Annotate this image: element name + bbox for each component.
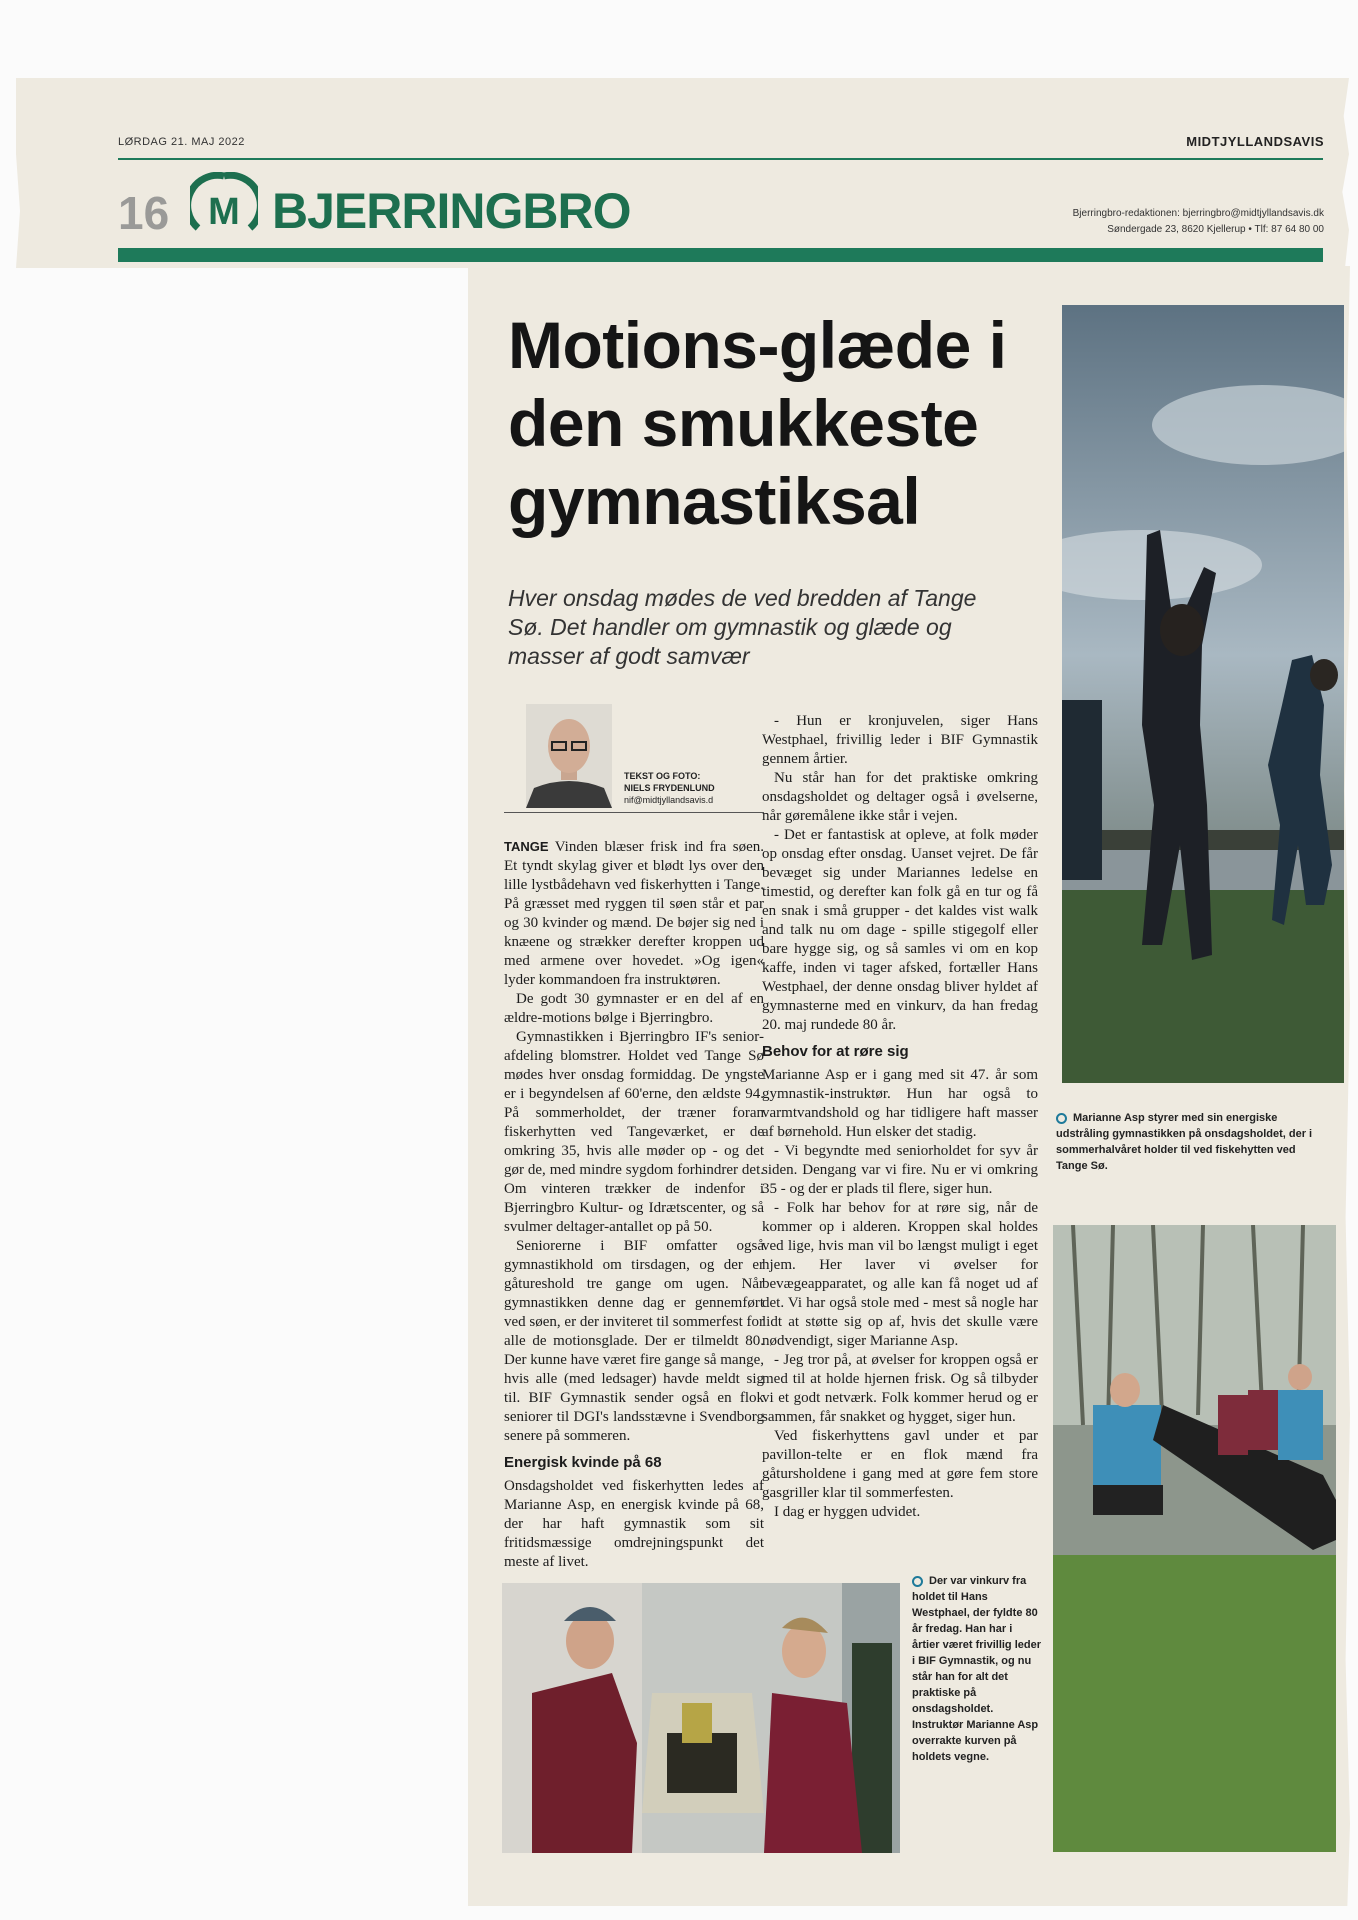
paragraph: Gymnastikken i Bjerringbro IF's senior-afdeling blomstrer. Holdet ved Tange Sø mødes hver onsdag formiddag. De yngste er i begyndelsen af 60'erne, den ældste 94. På sommerholdet, der træner foran fiskerhytten ved Tangeværket, er de omkring 35, hvis alle møder op - og det gør de, med mindre sygdom forhindrer det. Om vinteren trækker de indenfor i Bjerringbro Kultur- og Idrætscenter, og så svulmer deltager-antallet op på 50. — [504, 1029, 764, 1235]
photo-caption-1 — [1056, 1110, 1326, 1174]
paragraph: - Folk har behov for at røre sig, når de kommer op i alderen. Kroppen skal holdes ved lige, hvis man vil bo længst muligt i eget hjem. Her laver vi øvelser for bevægeapparatet, og alle kan få noget ud af det. Vi har også stole med - mest så nogle har lidt at støtte sig op af, hvis det skulle være nødvendigt, siger Marianne Asp. — [762, 1200, 1038, 1349]
page-number: 16 — [118, 187, 170, 239]
gymnastics-lake-photo — [1062, 305, 1344, 1083]
paragraph: Onsdagsholdet ved fiskerhytten ledes af Marianne Asp, en energisk kvinde på 68, der har haft gymnastik som sit fritidsmæssige omdrejningspunkt det meste af livet. — [504, 1478, 764, 1570]
subheading: Behov for at røre sig — [762, 1043, 909, 1060]
byline-name: NIELS FRYDENLUND — [624, 783, 715, 793]
newspaper-name: MIDTJYLLANDSAVIS — [1186, 134, 1324, 149]
newspaper-logo-icon — [190, 172, 258, 234]
caption-bullet-icon — [912, 1576, 923, 1587]
paragraph: - Vi begyndte med seniorholdet for syv år siden. Dengang var vi fire. Nu er vi omkring 35 - og der er plads til flere, siger hun. — [762, 1143, 1038, 1197]
contact-line-address: Søndergade 23, 8620 Kjellerup • Tlf: 87 64 80 00 — [1107, 224, 1324, 235]
wine-basket-photo — [502, 1583, 900, 1853]
byline-label: TEKST OG FOTO: — [624, 771, 701, 781]
paragraph: - Jeg tror på, at øvelser for kroppen også er med til at holde hjernen frisk. Og så tilbyder vi et godt netværk. Folk kommer herud og er sammen, får snakket og hygget, siger hun. — [762, 1352, 1038, 1425]
paragraph: - Det er fantastisk at opleve, at folk møder op onsdag efter onsdag. Uanset vejret. De får bevæget sig under Mariannes ledelse en timestid, og derefter kan folk gå en tur og få en snak i små grupper - det kaldes vist walk and talk nu om dage - spille stigegolf eller bare hygge sig, og så samles vi om en kop kaffe, inden vi tager afsked, fortæller Hans Westphael, der denne onsdag bliver hyldet af gymnasterne med en vinkurv, da han fredag 20. maj rundede 80 år. — [762, 827, 1038, 1033]
paragraph: Ved fiskerhyttens gavl under et par pavillon-telte er en flok mænd fra gåtursholdene i gang med at gøre fem store gasgriller klar til sommerfesten. — [762, 1428, 1038, 1501]
byline-rule — [504, 812, 764, 813]
paragraph: I dag er hyggen udvidet. — [774, 1504, 921, 1520]
paragraph — [504, 838, 764, 990]
article-headline: Motions-glæde i den smukkeste gymnastiksal — [508, 308, 1007, 538]
subheading: Energisk kvinde på 68 — [504, 1454, 662, 1471]
byline — [624, 770, 715, 806]
author-portrait — [526, 704, 612, 808]
caption-text: Der var vinkurv fra holdet til Hans Westphael, der fyldte 80 år fredag. Han har i årtier været frivillig leder i BIF Gymnastik, og nu står han for alt det praktiske på onsdagsholdet. Instruktør Marianne Asp overrakte kurven på holdets vegne. — [912, 1575, 1041, 1763]
caption-text: Marianne Asp styrer med sin energiske udstråling gymnastikken på onsdagsholdet, der i sommerhalvåret holder til ved fiskehytten ved Tange Sø. — [1056, 1112, 1313, 1172]
photo-caption-3 — [912, 1573, 1042, 1765]
section-title: BJERRINGBRO — [272, 183, 631, 239]
caption-bullet-icon — [1056, 1113, 1067, 1124]
paragraph: Marianne Asp er i gang med sit 47. år som gymnastik-instruktør. Hun har også to varmtvandshold og har tidligere haft masser af børnehold. Hun elsker det stadig. — [762, 1067, 1038, 1140]
dateline: TANGE — [504, 839, 549, 854]
logo-letter: M — [208, 191, 240, 233]
article-column-2 — [762, 712, 1038, 1522]
contact-line-email: Bjerringbro-redaktionen: bjerringbro@midtjyllandsavis.dk — [1072, 208, 1324, 219]
article-subhead: Hver onsdag mødes de ved bredden af Tange Sø. Det handler om gymnastik og glæde og masser af godt samvær — [508, 585, 977, 669]
issue-date: LØRDAG 21. MAJ 2022 — [118, 136, 245, 148]
paragraph: Nu står han for det praktiske omkring onsdagsholdet og deltager også i øvelserne, når gøremålene ikke står i vejen. — [762, 770, 1038, 824]
byline-email: nif@midtjyllandsavis.d — [624, 795, 714, 805]
paragraph-text: Vinden blæser frisk ind fra søen. Et tyndt skylag giver et blødt lys over den lille lystbådehavn ved fiskerhytten i Tange. På græsset med ryggen til søen står et par og 30 kvinder og mænd. De bøjer sig ned i knæene og strækker derefter kroppen ud med armene over hovedet. »Og igen« lyder kommandoen fra instruktøren. — [504, 839, 764, 988]
paragraph: - Hun er kronjuvelen, siger Hans Westphael, frivillig leder i BIF Gymnastik gennem årtier. — [762, 713, 1038, 767]
contact-info — [1073, 206, 1324, 238]
paragraph: Seniorerne i BIF omfatter også gymnastikhold om tirsdagen, og der er gåtureshold tre gange om ugen. Når gymnastikken denne dag er gennemført ved søen, er der inviteret til sommerfest for alle de motionsglade. Der er tilmeldt 80. Der kunne have været fire gange så mange, hvis alle (med ledsager) havde meldt sig til. BIF Gymnastik sender også en flok seniorer til DGI's landsstævne i Svendborg senere på sommeren. — [504, 1238, 764, 1444]
masthead-rule — [118, 158, 1323, 160]
masthead-band — [118, 248, 1323, 262]
paragraph: De godt 30 gymnaster er en del af en ældre-motions bølge i Bjerringbro. — [504, 991, 764, 1026]
seniors-chair-exercise-photo — [1053, 1225, 1336, 1852]
article-column-1 — [504, 838, 764, 1572]
